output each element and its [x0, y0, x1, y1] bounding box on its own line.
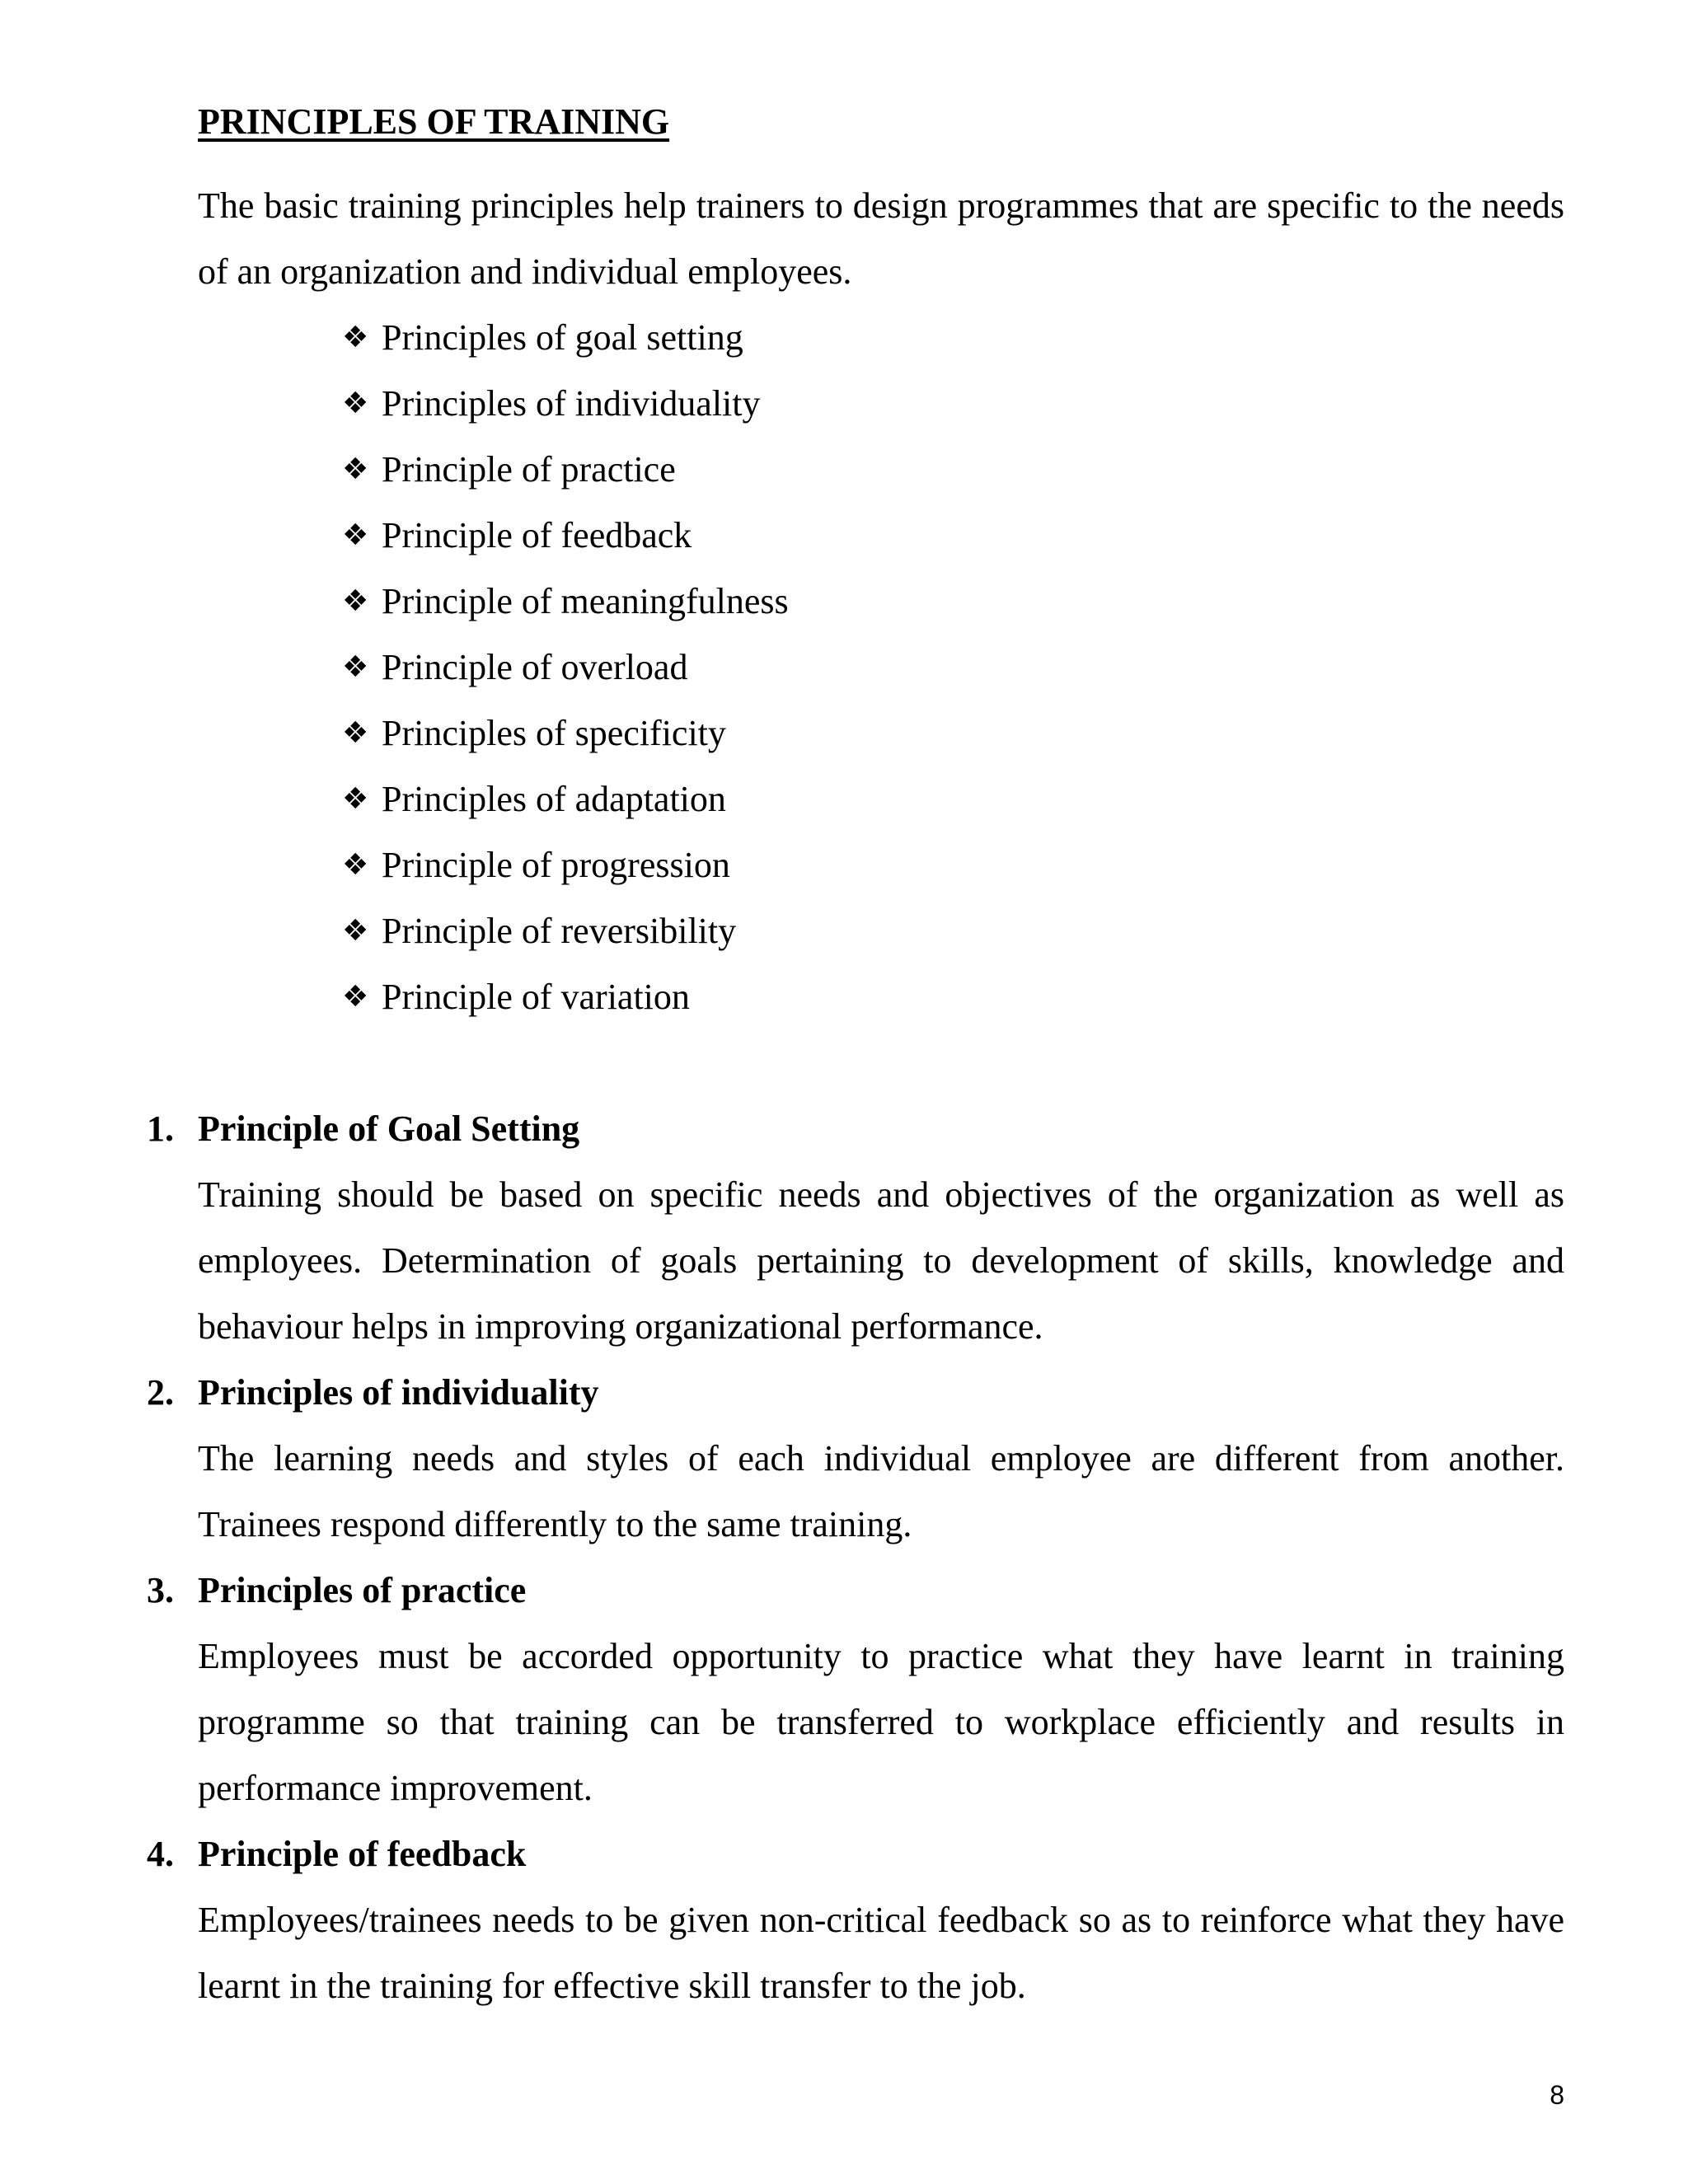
- principles-sections: [147, 1096, 1564, 2019]
- four-diamond-bullet-icon: ❖: [342, 518, 369, 552]
- list-item-label: Principles of adaptation: [382, 779, 726, 819]
- list-item: [342, 569, 1564, 635]
- list-item: [342, 964, 1564, 1030]
- section-number: 3.: [147, 1570, 174, 1610]
- list-item: [342, 898, 1564, 964]
- four-diamond-bullet-icon: ❖: [342, 980, 369, 1014]
- list-item: [342, 766, 1564, 832]
- section-heading-text: Principle of feedback: [198, 1834, 527, 1874]
- section-heading: [147, 1360, 1564, 1426]
- principles-list: [198, 305, 1564, 1030]
- list-item: [342, 832, 1564, 898]
- section-heading: [147, 1821, 1564, 1887]
- list-item-label: Principle of meaningfulness: [382, 581, 789, 621]
- list-item-label: Principles of goal setting: [382, 317, 743, 358]
- list-item-label: Principle of variation: [382, 977, 690, 1017]
- section-practice: [147, 1558, 1564, 1821]
- four-diamond-bullet-icon: ❖: [342, 650, 369, 684]
- list-item: [342, 305, 1564, 371]
- section-individuality: [147, 1360, 1564, 1558]
- section-number: 1.: [147, 1108, 174, 1149]
- four-diamond-bullet-icon: ❖: [342, 584, 369, 618]
- list-item: [342, 371, 1564, 437]
- intro-paragraph: The basic training principles help trainers to design programmes that are specific to the needs of an organization and individual employees.: [198, 185, 1564, 292]
- section-body: Employees/trainees needs to be given non-critical feedback so as to reinforce what they have learnt in the training for effective skill transfer to the job.: [198, 1900, 1564, 2006]
- page-number: 8: [1550, 2080, 1564, 2110]
- section-heading-text: Principles of practice: [198, 1570, 527, 1610]
- section-number: 2.: [147, 1372, 174, 1413]
- section-heading-text: Principles of individuality: [198, 1372, 599, 1413]
- list-item-label: Principle of progression: [382, 845, 730, 885]
- section-body: The learning needs and styles of each individual employee are different from another. Trainees respond differently to the same training.: [198, 1438, 1564, 1544]
- list-item-label: Principles of specificity: [382, 713, 726, 753]
- section-heading-text: Principle of Goal Setting: [198, 1108, 580, 1149]
- list-item: [342, 437, 1564, 503]
- four-diamond-bullet-icon: ❖: [342, 452, 369, 486]
- list-item-label: Principle of practice: [382, 449, 676, 490]
- section-number: 4.: [147, 1834, 174, 1874]
- list-item-label: Principles of individuality: [382, 383, 761, 424]
- section-body: Employees must be accorded opportunity to practice what they have learnt in training programme so that training can be transferred to workplace efficiently and results in performance improvement.: [198, 1636, 1564, 1808]
- four-diamond-bullet-icon: ❖: [342, 848, 369, 882]
- document-page: [147, 97, 1564, 2019]
- four-diamond-bullet-icon: ❖: [342, 387, 369, 420]
- list-item: [342, 635, 1564, 701]
- four-diamond-bullet-icon: ❖: [342, 321, 369, 354]
- page-title: PRINCIPLES OF TRAINING: [198, 101, 670, 142]
- four-diamond-bullet-icon: ❖: [342, 716, 369, 750]
- list-item-label: Principle of overload: [382, 647, 688, 687]
- four-diamond-bullet-icon: ❖: [342, 914, 369, 948]
- list-item: [342, 701, 1564, 766]
- section-feedback: [147, 1821, 1564, 2019]
- list-item: [342, 503, 1564, 569]
- list-item-label: Principle of feedback: [382, 515, 692, 555]
- section-body: Training should be based on specific needs and objectives of the organization as well as employees. Determination of goals pertaining to development of skills, knowledge and behaviour helps in improving organizational performance.: [198, 1174, 1564, 1347]
- list-item-label: Principle of reversibility: [382, 911, 737, 951]
- four-diamond-bullet-icon: ❖: [342, 782, 369, 816]
- section-goal-setting: [147, 1096, 1564, 1360]
- section-heading: [147, 1096, 1564, 1162]
- section-heading: [147, 1558, 1564, 1624]
